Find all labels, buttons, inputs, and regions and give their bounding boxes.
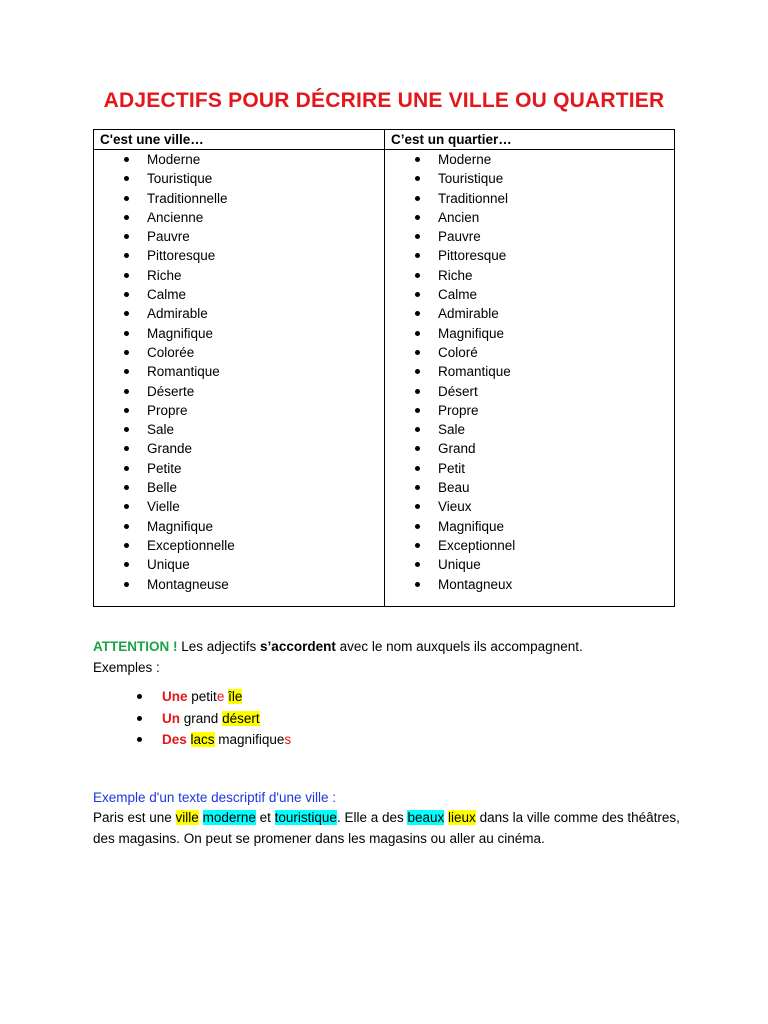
example-noun: lacs bbox=[190, 732, 215, 747]
list-item: Pauvre bbox=[94, 227, 384, 246]
list-item: Montagneuse bbox=[94, 575, 384, 594]
adjectives-table bbox=[93, 129, 675, 607]
list-item: Grande bbox=[94, 439, 384, 458]
list-item: Colorée bbox=[94, 343, 384, 362]
example-determiner: Une bbox=[162, 689, 188, 704]
example-text-body: Paris est une ville moderne et touristique. Elle a des beaux lieux dans la ville comme des théâtres, des magasins. On peut se promener dans les magasins ou aller au cinéma. bbox=[93, 810, 680, 846]
list-item: Touristique bbox=[94, 169, 384, 188]
list-item: Moderne bbox=[94, 150, 384, 169]
list-item bbox=[93, 729, 291, 751]
list-item: Coloré bbox=[385, 343, 674, 362]
highlighted-noun: ville bbox=[175, 810, 199, 825]
list-item: Ancienne bbox=[94, 208, 384, 227]
list-item: Riche bbox=[385, 266, 674, 285]
list-item: Magnifique bbox=[94, 324, 384, 343]
highlighted-noun: lieux bbox=[448, 810, 476, 825]
list-item: Montagneux bbox=[385, 575, 674, 594]
list-item: Sale bbox=[94, 420, 384, 439]
list-item: Calme bbox=[385, 285, 674, 304]
list-item: Sale bbox=[385, 420, 674, 439]
list-item: Romantique bbox=[385, 362, 674, 381]
list-item: Pittoresque bbox=[94, 246, 384, 265]
example-adjective-ending: e bbox=[216, 689, 225, 704]
list-item: Calme bbox=[94, 285, 384, 304]
ville-adjective-list bbox=[94, 150, 384, 594]
list-item: Moderne bbox=[385, 150, 674, 169]
examples-label: Exemples : bbox=[93, 660, 160, 675]
highlighted-adjective: touristique bbox=[274, 810, 337, 825]
example-determiner: Des bbox=[162, 732, 187, 747]
list-item: Traditionnelle bbox=[94, 189, 384, 208]
list-item: Romantique bbox=[94, 362, 384, 381]
example-determiner: Un bbox=[162, 710, 180, 726]
example-noun: désert bbox=[222, 710, 260, 726]
list-item: Belle bbox=[94, 478, 384, 497]
attention-text-after: avec le nom auxquels ils accompagnent. bbox=[335, 639, 583, 654]
list-item: Beau bbox=[385, 478, 674, 497]
example-adjective-ending: s bbox=[284, 732, 292, 747]
list-item: Grand bbox=[385, 439, 674, 458]
agreement-examples-list bbox=[93, 686, 291, 751]
list-item bbox=[93, 686, 291, 708]
attention-label: ATTENTION ! bbox=[93, 639, 178, 654]
list-item: Exceptionnelle bbox=[94, 536, 384, 555]
list-item: Ancien bbox=[385, 208, 674, 227]
example-adjective: magnifique bbox=[214, 732, 285, 747]
list-item: Propre bbox=[94, 401, 384, 420]
quartier-column-header: C’est un quartier… bbox=[385, 130, 674, 150]
list-item: Unique bbox=[385, 555, 674, 574]
list-item: Petite bbox=[94, 459, 384, 478]
highlighted-adjective: moderne bbox=[202, 810, 256, 825]
list-item bbox=[93, 708, 291, 730]
quartier-column bbox=[385, 130, 674, 606]
list-item: Touristique bbox=[385, 169, 674, 188]
ville-column-header: C'est une ville… bbox=[94, 130, 384, 150]
example-adjective: petit bbox=[191, 689, 217, 704]
example-adjective: grand bbox=[183, 710, 219, 726]
page-title: ADJECTIFS POUR DÉCRIRE UNE VILLE OU QUARTIER bbox=[103, 89, 665, 112]
attention-text-before: Les adjectifs bbox=[177, 639, 261, 654]
example-text-title: Exemple d'un texte descriptif d'une ville : bbox=[93, 790, 337, 805]
list-item: Désert bbox=[385, 382, 674, 401]
list-item: Petit bbox=[385, 459, 674, 478]
list-item: Riche bbox=[94, 266, 384, 285]
list-item: Exceptionnel bbox=[385, 536, 674, 555]
list-item: Magnifique bbox=[385, 324, 674, 343]
list-item: Pittoresque bbox=[385, 246, 674, 265]
list-item: Traditionnel bbox=[385, 189, 674, 208]
highlighted-adjective: beaux bbox=[407, 810, 445, 825]
quartier-adjective-list bbox=[385, 150, 674, 594]
attention-bold-word: s’accordent bbox=[260, 639, 336, 654]
list-item: Pauvre bbox=[385, 227, 674, 246]
attention-note bbox=[93, 636, 693, 678]
list-item: Magnifique bbox=[385, 517, 674, 536]
list-item: Magnifique bbox=[94, 517, 384, 536]
list-item: Propre bbox=[385, 401, 674, 420]
list-item: Admirable bbox=[94, 304, 384, 323]
list-item: Vieux bbox=[385, 497, 674, 516]
example-noun: île bbox=[228, 689, 243, 704]
list-item: Admirable bbox=[385, 304, 674, 323]
list-item: Unique bbox=[94, 555, 384, 574]
list-item: Déserte bbox=[94, 382, 384, 401]
ville-column bbox=[94, 130, 385, 606]
list-item: Vielle bbox=[94, 497, 384, 516]
